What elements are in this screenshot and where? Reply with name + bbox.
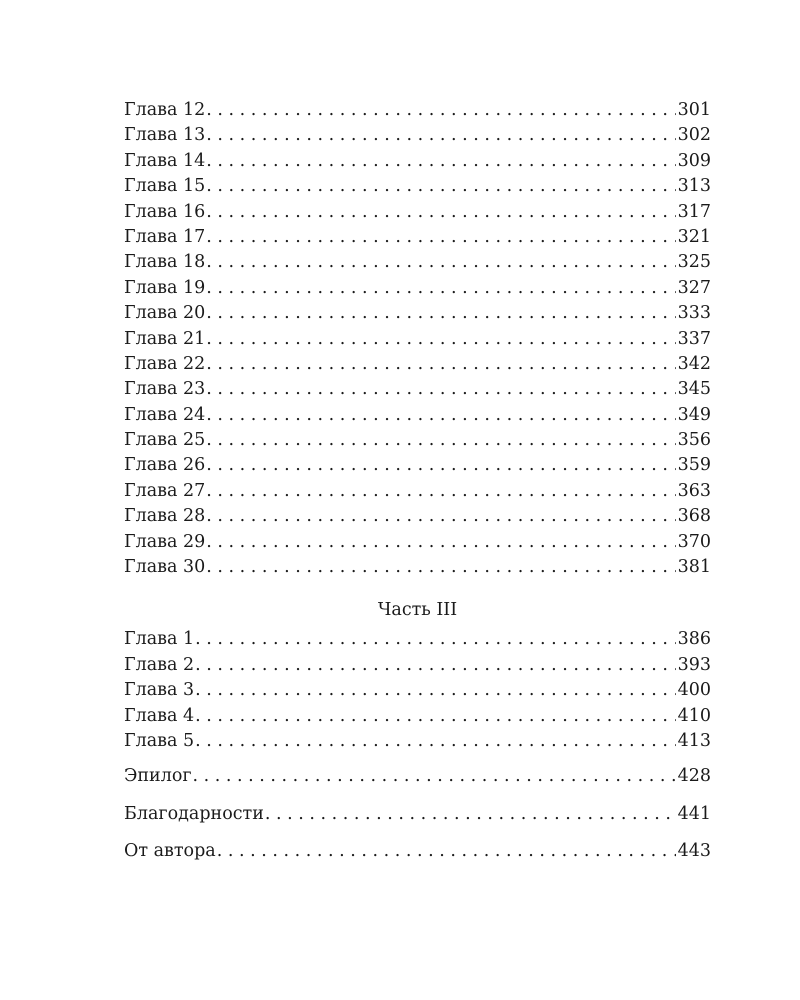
leader-dots [206,504,675,529]
toc-entry-part3-chapter-5[interactable] [124,729,711,754]
toc-entry-chapter-16[interactable] [124,200,711,225]
toc-entry-page: 333 [677,303,711,324]
toc-entry-chapter-30[interactable] [124,555,711,580]
leader-dots [206,428,675,453]
toc-entry-label: Благодарности [124,803,264,824]
leader-dots [265,802,676,827]
toc-entry-chapter-21[interactable] [124,327,711,352]
toc-entry-chapter-13[interactable] [124,123,711,148]
toc-entry-chapter-28[interactable] [124,504,711,529]
toc-entry-label: Глава 28 [124,506,206,527]
toc-entry-label: Глава 27 [124,480,206,501]
leader-dots [206,174,675,199]
toc-entry-label: Глава 22 [124,353,206,374]
leader-dots [206,377,675,402]
toc-entry-page: 345 [677,379,711,400]
leader-dots [195,678,675,703]
toc-entry-chapter-24[interactable] [124,403,711,428]
toc-entry-label: Глава 16 [124,201,206,222]
toc-entry-page: 325 [677,252,711,273]
toc-entry-page: 381 [677,557,711,578]
toc-entry-chapter-22[interactable] [124,352,711,377]
part-three-heading: Часть III [377,600,458,621]
leader-dots [206,530,675,555]
toc-entry-chapter-19[interactable] [124,276,711,301]
leader-dots [217,839,676,864]
toc-entry-page: 443 [677,841,711,862]
toc-entry-chapter-18[interactable] [124,250,711,275]
toc-entry-label: Глава 18 [124,252,206,273]
toc-entry-page: 356 [677,430,711,451]
toc-entry-label: Глава 17 [124,226,206,247]
toc-entry-page: 413 [677,730,711,751]
toc-entry-part3-chapter-3[interactable] [124,678,711,703]
toc-entry-label: Глава 29 [124,531,206,552]
leader-dots [206,555,675,580]
leader-dots [206,453,675,478]
toc-entry-chapter-15[interactable] [124,174,711,199]
toc-entry-chapter-29[interactable] [124,530,711,555]
part-two-chapter-list [124,98,711,580]
toc-entry-part3-chapter-2[interactable] [124,653,711,678]
toc-entry-page: 302 [677,125,711,146]
toc-entry-label: Глава 1 [124,629,195,650]
toc-entry-author-note[interactable] [124,839,711,864]
leader-dots [206,352,675,377]
toc-entry-part3-chapter-1[interactable] [124,627,711,652]
toc-entry-chapter-17[interactable] [124,225,711,250]
toc-entry-label: Глава 30 [124,557,206,578]
toc-entry-label: Глава 5 [124,730,195,751]
toc-entry-page: 410 [677,705,711,726]
toc-entry-page: 386 [677,629,711,650]
toc-entry-page: 317 [677,201,711,222]
toc-entry-page: 393 [677,654,711,675]
toc-entry-page: 428 [677,766,711,787]
toc-entry-chapter-25[interactable] [124,428,711,453]
leader-dots [206,276,675,301]
toc-entry-label: Глава 20 [124,303,206,324]
toc-entry-chapter-27[interactable] [124,479,711,504]
toc-entry-chapter-26[interactable] [124,453,711,478]
leader-dots [206,123,675,148]
toc-entry-label: Глава 4 [124,705,195,726]
leader-dots [195,627,675,652]
toc-entry-label: От автора [124,841,216,862]
toc-entry-page: 321 [677,226,711,247]
toc-entry-page: 441 [677,803,711,824]
toc-entry-label: Глава 15 [124,176,206,197]
leader-dots [206,327,675,352]
leader-dots [206,250,675,275]
toc-entry-page: 400 [677,680,711,701]
toc-entry-page: 309 [677,150,711,171]
leader-dots [206,403,675,428]
toc-entry-page: 368 [677,506,711,527]
leader-dots [206,479,675,504]
toc-entry-page: 370 [677,531,711,552]
toc-entry-label: Глава 26 [124,455,206,476]
toc-entry-label: Глава 13 [124,125,206,146]
toc-entry-page: 359 [677,455,711,476]
toc-entry-label: Глава 14 [124,150,206,171]
toc-entry-page: 301 [677,100,711,120]
leader-dots [206,225,675,250]
toc-entry-page: 342 [677,353,711,374]
leader-dots [206,200,675,225]
toc-entry-epilogue[interactable] [124,764,711,789]
toc-entry-page: 337 [677,328,711,349]
toc-entry-chapter-12[interactable] [124,98,711,123]
leader-dots [193,764,676,789]
leader-dots [195,729,675,754]
toc-entry-label: Глава 25 [124,430,206,451]
toc-entry-label: Глава 12 [124,100,206,120]
toc-entry-label: Глава 2 [124,654,195,675]
toc-entry-page: 327 [677,277,711,298]
toc-entry-chapter-14[interactable] [124,149,711,174]
toc-entry-page: 363 [677,480,711,501]
toc-entry-label: Эпилог [124,766,192,787]
toc-entry-label: Глава 23 [124,379,206,400]
toc-entry-acknowledgements[interactable] [124,802,711,827]
leader-dots [195,704,675,729]
leader-dots [195,653,675,678]
toc-entry-page: 313 [677,176,711,197]
toc-entry-page: 349 [677,404,711,425]
toc-entry-chapter-20[interactable] [124,301,711,326]
toc-entry-label: Глава 19 [124,277,206,298]
table-of-contents [124,98,711,865]
toc-entry-chapter-23[interactable] [124,377,711,402]
toc-entry-label: Глава 21 [124,328,206,349]
leader-dots [206,98,675,123]
part-three-chapter-list [124,627,711,754]
leader-dots [206,149,675,174]
toc-entry-label: Глава 24 [124,404,206,425]
toc-entry-label: Глава 3 [124,680,195,701]
leader-dots [206,301,675,326]
toc-entry-part3-chapter-4[interactable] [124,704,711,729]
